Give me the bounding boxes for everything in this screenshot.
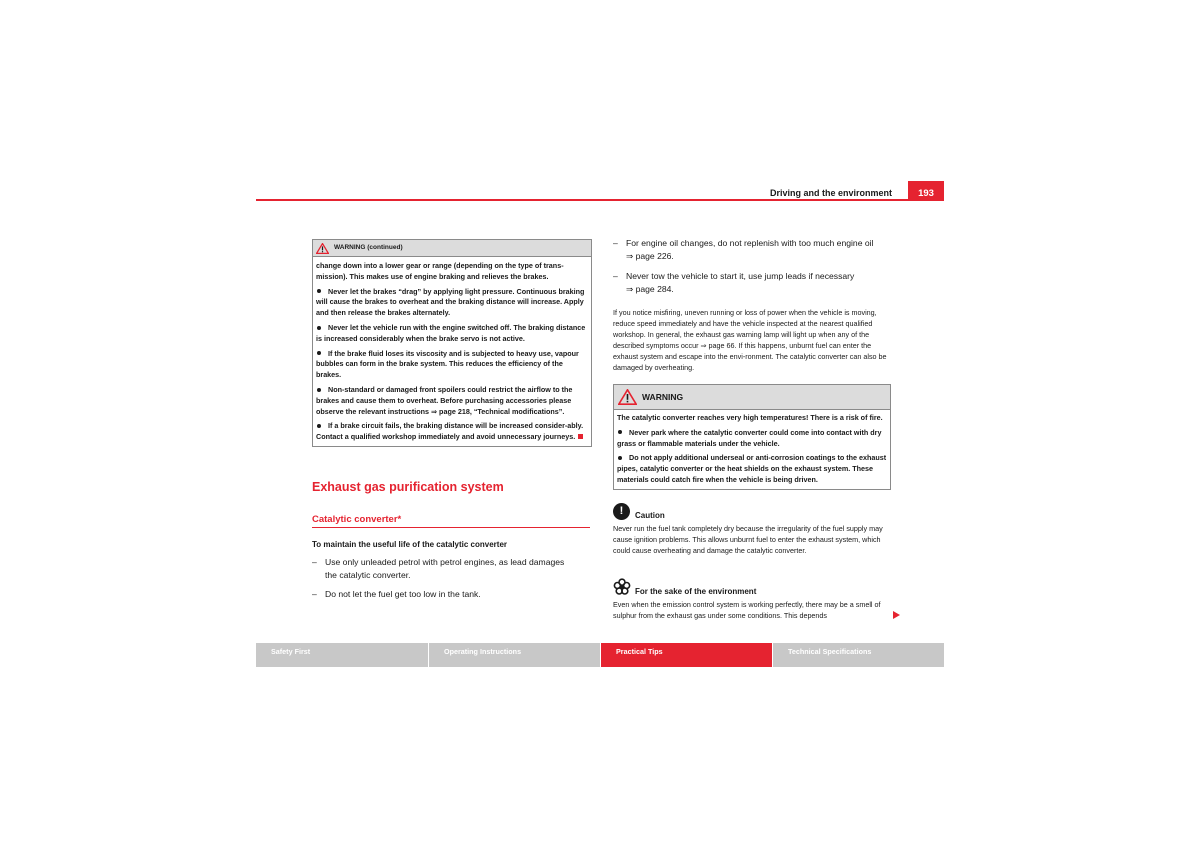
environment-text: Even when the emission control system is working perfectly, there may be a smell of sulphur from the exhaust gas under some conditions. This depends (613, 600, 881, 620)
section-title: Exhaust gas purification system (312, 480, 504, 494)
list-item: – Do not let the fuel get too low in the tank. (312, 589, 481, 599)
warning-item: change down into a lower gear or range (depending on the type of trans-mission). This makes use of engine braking and relieves the brakes. (316, 261, 564, 281)
warning-box (613, 384, 891, 490)
warning-continued-body (313, 257, 591, 446)
subsection-rule (312, 527, 590, 528)
bullet-icon (317, 326, 321, 330)
warning-item: Never let the brakes “drag” by applying light pressure. Continuous braking will cause the brakes to overheat and the braking distance will increase. Apply and then release the brakes alternately. (316, 286, 585, 318)
list-item: – Use only unleaded petrol with petrol engines, as lead damages the catalytic converter. (312, 557, 565, 580)
environment-flower-icon (613, 578, 631, 596)
warning-title: WARNING (642, 391, 684, 402)
warning-item: Do not apply additional underseal or anti-corrosion coatings to the exhaust pipes, catalytic converter or the heat shields on the exhaust system. These materials could catch fire when the vehicle is being driven. (617, 453, 887, 484)
bullet-icon (618, 430, 622, 434)
warning-item: If a brake circuit fails, the braking distance will be increased consider-ably. Contact a qualified workshop immediately and avoid unnecessary journeys. (316, 421, 584, 442)
environment-title: For the sake of the environment (635, 587, 757, 596)
warning-item: Never park where the catalytic converter could come into contact with dry grass or flammable materials under the vehicle. (617, 427, 882, 448)
bullet-icon (317, 388, 321, 392)
warning-continued-box (312, 239, 592, 447)
intro-heading: To maintain the useful life of the catalytic converter (312, 540, 508, 549)
caution-icon: ! (613, 503, 630, 520)
bullet-icon (317, 351, 321, 355)
list-item: – Never tow the vehicle to start it, use jump leads if necessary ⇒ page 284. (613, 271, 855, 294)
caution-text: Never run the fuel tank completely dry because the irregularity of the fuel supply may cause ignition problems. This allows unburnt fuel to enter the exhaust system, which could cause overheating and damage the catalytic converter. (613, 524, 883, 555)
tab-practical-tips[interactable]: Practical Tips (601, 643, 772, 667)
warning-triangle-icon (316, 243, 329, 254)
warning-triangle-icon (618, 389, 637, 405)
warning-continued-title: WARNING (continued) (334, 243, 403, 251)
continue-arrow-icon (893, 611, 900, 619)
bullet-icon (618, 456, 622, 460)
page-header-title: Driving and the environment (769, 188, 892, 198)
misfiring-paragraph: If you notice misfiring, uneven running or loss of power when the vehicle is moving, reduce speed immediately and have the vehicle inspected at the nearest qualified workshop. In general, the exhaust gas warning lamp will light up when any of the described symptoms occur ⇒ page 66. If this happens, unburnt fuel can enter the exhaust system and escape into the envi-ronment. The catalytic converter can also be damaged by overheating. (613, 308, 887, 372)
subsection-title: Catalytic converter* (312, 514, 402, 525)
bullet-icon (317, 424, 321, 428)
tab-technical-specifications[interactable]: Technical Specifications (773, 643, 944, 667)
header-rule (256, 199, 944, 201)
list-item: – For engine oil changes, do not replenish with too much engine oil ⇒ page 226. (613, 238, 874, 261)
warning-item: The catalytic converter reaches very high temperatures! There is a risk of fire. (617, 413, 883, 422)
warning-body (614, 410, 890, 489)
page-number: 193 (908, 181, 944, 201)
warning-header (614, 385, 890, 410)
tab-safety-first[interactable]: Safety First (256, 643, 428, 667)
warning-continued-header (313, 240, 591, 257)
bullet-icon (317, 289, 321, 293)
end-marker-icon (578, 434, 583, 439)
tab-operating-instructions[interactable]: Operating Instructions (429, 643, 600, 667)
warning-item: Non-standard or damaged front spoilers could restrict the airflow to the brakes and cause them to overheat. Before purchasing accessories please observe the relevant instructions ⇒ page 218, “Technical modifications”. (316, 384, 573, 416)
warning-item: Never let the vehicle run with the engine switched off. The braking distance is increased considerably when the brake servo is not active. (316, 322, 586, 343)
warning-item: If the brake fluid loses its viscosity and is subjected to heavy use, vapour bubbles can form in the brake system. This reduces the efficiency of the brakes. (316, 348, 579, 380)
caution-title: Caution (635, 511, 665, 520)
